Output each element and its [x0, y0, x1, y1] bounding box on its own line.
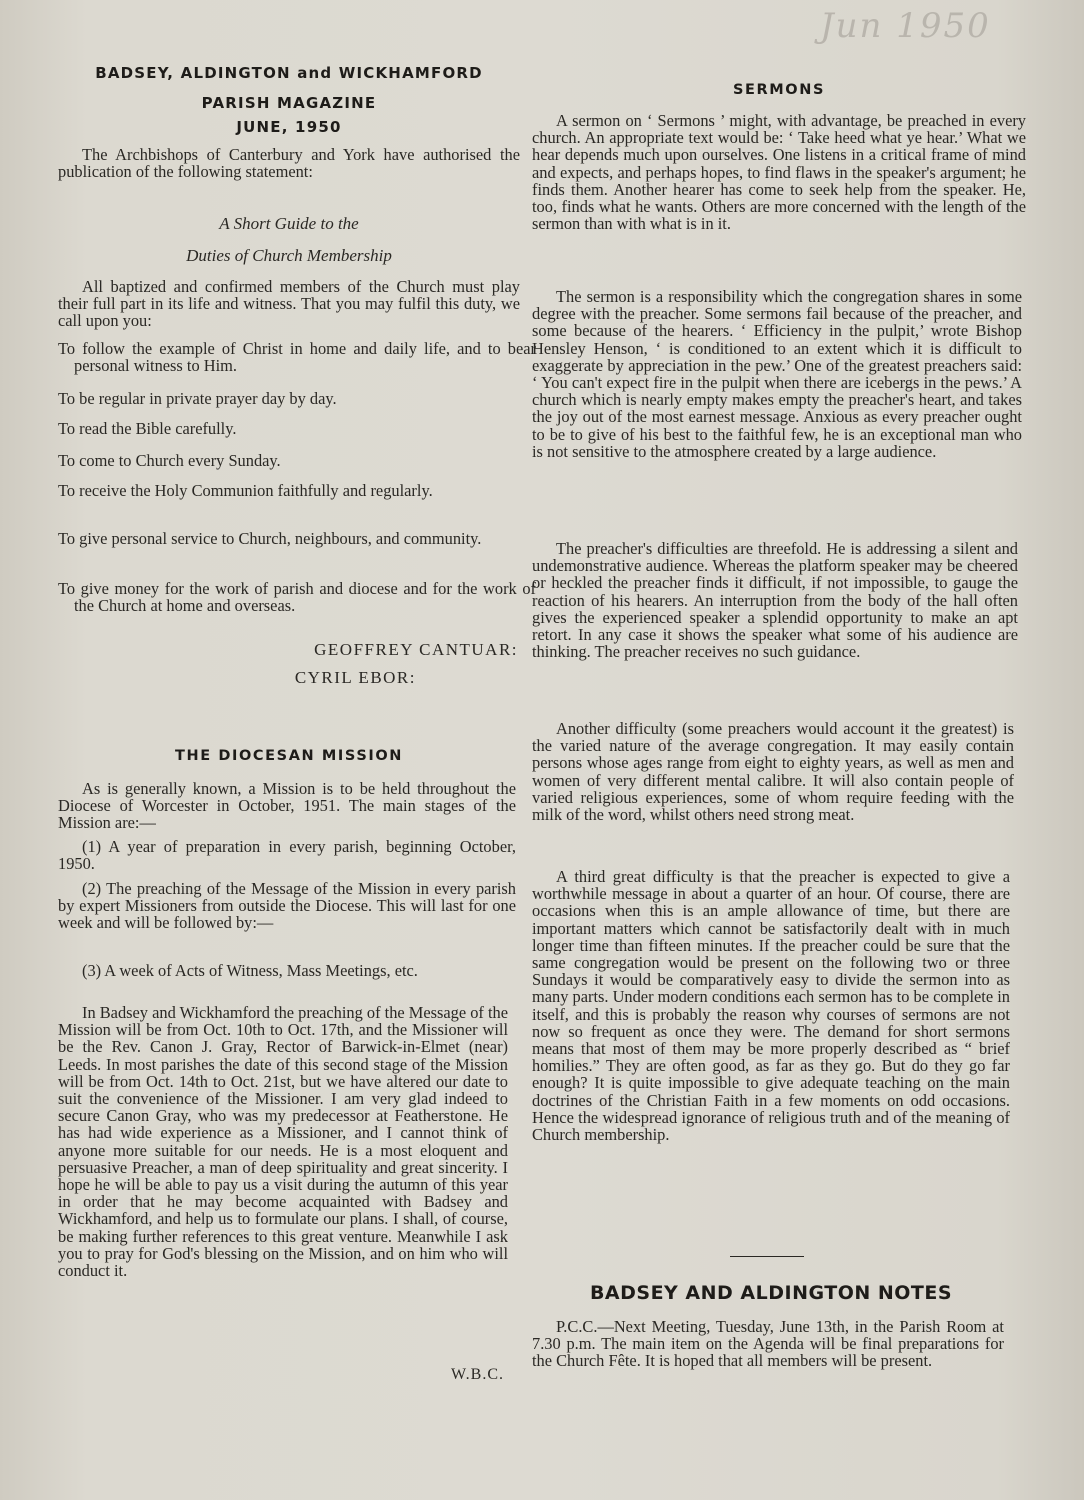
mission-intro: As is generally known, a Mission is to be held throughout the Diocese of Worcester in October, 1951. The main stages of the Mission are:—: [58, 779, 516, 833]
mission-stage: (1) A year of preparation in every parish, beginning October, 1950.: [58, 837, 516, 874]
mission-body: In Badsey and Wickhamford the preaching of the Message of the Mission will be from Oct. 10th to Oct. 17th, and the Missioner will be the Rev. Canon J. Gray, Rector of Barwick-in-Elmet (near) Leeds. In most parishes the date of this second stage of the Mission will be from Oct. 14th to Oct. 21st, but we have altered our date to suit the convenience of the Missioner. I am very glad indeed to secure Canon Gray, who was my predecessor at Featherstone. He has had wide experience as a Missioner, and I cannot think of anyone more suitable for our needs. He is a most eloquent and persuasive Preacher, a man of deep spirituality and great sincerity. I hope he will be able to pay us a visit during the autumn of this year in order that he may become acquainted with Badsey and Wickhamford, and help us to formulate our plans. I shall, of course, be making further references to this great venture. Meanwhile I ask you to pray for God's blessing on the Mission, and on him who will conduct it.: [58, 1003, 508, 1281]
masthead-date: JUNE, 1950: [236, 118, 342, 136]
duty-item: To read the Bible carefully.: [58, 419, 237, 438]
signature-canterbury: GEOFFREY CANTUAR:: [314, 640, 518, 659]
duty-item: To come to Church every Sunday.: [58, 451, 281, 470]
mission-stage: (2) The preaching of the Message of the Mission in every parish by expert Missioners from outside the Diocese. This will last for one week and will be followed by:—: [58, 879, 516, 933]
notes-heading: BADSEY AND ALDINGTON NOTES: [589, 1282, 953, 1304]
duty-item: To give personal service to Church, neighbours, and community.: [58, 529, 482, 548]
pcc-notice: P.C.C.—Next Meeting, Tuesday, June 13th, in the Parish Room at 7.30 p.m. The main item on the Agenda will be final preparations for the Church Fête. It is hoped that all members will be present.: [532, 1317, 1004, 1371]
guide-intro: All baptized and confirmed members of the Church must play their full part in its life and witness. That you may fulfil this duty, we call upon you:: [58, 277, 520, 331]
sermons-paragraph: A third great difficulty is that the preacher is expected to give a worthwhile message in about a quarter of an hour. Of course, there are occasions when this is an ample allowance of time, but there are important matters which cannot be satisfactorily dealt with in much longer time than fifteen minutes. If the preacher could be sure that the same congregation would be present on the following two or three Sundays it would be comparatively easy to divide the sermon into as many parts. Under modern conditions each sermon has to be complete in itself, and this is probably the reason why courses of sermons are not now so frequent as once they were. The demand for short sermons means that most of them may be more properly described as “ brief homilies.” They are often good, as far as they go. But do they go far enough? It is quite impossible to give adequate teaching on the main doctrines of the Christian Faith in a few moments on odd occasions. Hence the widespread ignorance of religious truth and of the meaning of Church membership.: [532, 867, 1010, 1145]
signature-york: CYRIL EBOR:: [294, 668, 416, 687]
guide-title-line1: A Short Guide to the: [219, 214, 359, 233]
handwritten-date: Jun 1950: [820, 6, 991, 46]
sermons-paragraph: The sermon is a responsibility which the congregation shares in some degree with the preacher. Some sermons fail because of the preacher, and some because of the hearers. ‘ Efficiency in the pulpit,’ wrote Bishop Hensley Henson, ‘ is conditioned to an extent which it is difficult to exaggerate by appreciation in the pew.’ One of the greatest preachers said: ‘ You can't expect fire in the pulpit when there are icebergs in the pews.’ A church which is nearly empty makes empty the preacher's heart, and takes the joy out of the most earnest message. Anxious as every preacher ought to be to give of his best to the faithful few, he is an exceptional man who is not sensitive to the atmosphere created by a large audience.: [532, 287, 1022, 461]
masthead-title: BADSEY, ALDINGTON and WICKHAMFORD: [95, 64, 483, 82]
sermons-paragraph: The preacher's difficulties are threefold. He is addressing a silent and undemonstrative audience. Whereas the platform speaker may be cheered or heckled the preacher finds it difficult, if not impossible, to gauge the reaction of his hearers. An interruption from the body of the hall often gives the experienced speaker a splendid opportunity to make an apt retort. In any case it shows the speaker what some of his audience are thinking. The preacher receives no such guidance.: [532, 539, 1018, 662]
mission-heading: THE DIOCESAN MISSION: [174, 748, 404, 764]
duty-item: To receive the Holy Communion faithfully and regularly.: [58, 481, 433, 500]
duty-item: To follow the example of Christ in home and daily life, and to bear personal witness to Him.: [58, 339, 536, 376]
duty-item: To give money for the work of parish and diocese and for the work of the Church at home and overseas.: [58, 579, 536, 616]
guide-title-line2: Duties of Church Membership: [186, 246, 392, 265]
masthead-subtitle: PARISH MAGAZINE: [201, 94, 377, 112]
sermons-heading: SERMONS: [732, 82, 826, 98]
mission-signature: W.B.C.: [451, 1366, 504, 1383]
duty-item: To be regular in private prayer day by day.: [58, 389, 337, 408]
sermons-paragraph: Another difficulty (some preachers would account it the greatest) is the varied nature of the average congregation. It may easily contain persons whose ages range from eight to eighty years, as well as men and women of very different mental calibre. It will also contain people of varied religious experiences, some of whom require feeding with the milk of the word, whilst others need strong meat.: [532, 719, 1014, 825]
sermons-paragraph: A sermon on ‘ Sermons ’ might, with advantage, be preached in every church. An appropriate text would be: ‘ Take heed what ye hear.’ What we hear depends much upon ourselves. One listens in a critical frame of mind and expects, and perhaps hopes, to find flaws in the speaker's argument; he finds them. Another hearer has come to seek help from the speaker. He, too, finds what he wants. Others are more concerned with the length of the sermon than with what is in it.: [532, 111, 1026, 234]
intro-paragraph: The Archbishops of Canterbury and York have authorised the publication of the following statement:: [58, 145, 520, 182]
mission-stage: (3) A week of Acts of Witness, Mass Meetings, etc.: [82, 961, 418, 980]
section-divider: [730, 1256, 804, 1257]
